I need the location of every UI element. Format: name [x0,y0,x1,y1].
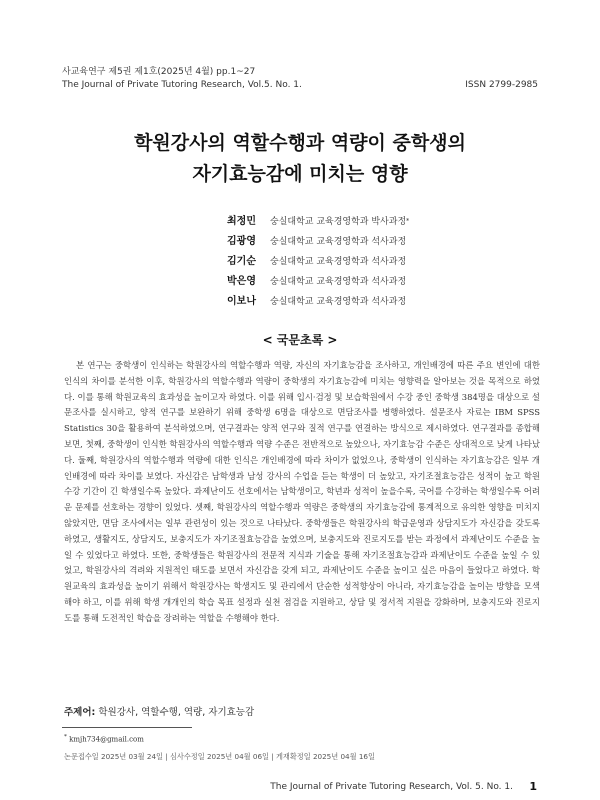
title-line-2: 자기효능감에 미치는 영향 [192,163,408,185]
corresponding-mark: * [406,218,410,225]
title-line-1: 학원강사의 역할수행과 역량이 중학생의 [134,132,466,154]
author-row [226,272,409,292]
footnote-mark: * [64,734,67,740]
footer-journal: The Journal of Private Tutoring Research, Vol. 5. No. 1. [270,782,513,792]
paper-title [60,128,540,190]
footnote-divider [62,727,192,728]
author-affiliation: 숭실대학교 교육경영학과 석사과정 [270,277,407,287]
page-number: 1 [529,780,537,793]
author-list [226,212,409,312]
author-row [226,232,409,252]
footnote-email[interactable]: kmjh734@gmail.com [69,735,144,744]
author-affiliation: 숭실대학교 교육경영학과 박사과정* [270,217,410,227]
journal-line: The Journal of Private Tutoring Research, Vol.5. No. 1. [62,80,302,90]
abstract-text: 본 연구는 중학생이 인식하는 학원강사의 역할수행과 역량, 자신의 자기효능감을 조사하고, 개인배경에 따른 주요 변인에 대한 인식의 차이를 분석한 이후, 학원강사의 역할수행과 역량이 중학생의 자기효능감에 미치는 영향력을 알아보는 것을 목적으로 하였다. 이를 통해 학원교육의 효과성을 높이고자 하였다. 이를 위해 입시·검정 및 보습학원에서 수강 중인 중학생 384명을 대상으로 설문조사를 실시하고, 양적 연구를 보완하기 위해 중학생 6명을 대상으로 면담조사를 병행하였다. 설문조사 자료는 IBM SPSS Statistics 30을 활용하여 분석하였으며, 연구결과는 양적 연구와 질적 연구를 연결하는 방식으로 제시하였다. 연구결과를 종합해보면, 첫째, 중학생이 인식한 학원강사의 역할수행과 역량 수준은 전반적으로 높았으나, 자기효능감 수준은 상대적으로 낮게 나타났다. 둘째, 학원강사의 역할수행과 역량에 대한 인식은 개인배경에 따라 차이가 없었으나, 중학생이 인식하는 자기효능감은 일부 개인배경에 따라 차이를 보였다. 자신감은 남학생과 남성 강사의 수업을 듣는 학생이 더 높았고, 자기조절효능감은 성적이 높고 학원 수강 기간이 긴 학생일수록 높았다. 과제난이도 선호에서는 남학생이고, 학년과 성적이 높을수록, 국어를 수강하는 학생일수록 어려운 문제를 선호하는 경향이 있었다. 셋째, 학원강사의 역할수행과 역량은 중학생의 자기효능감에 통계적으로 유의한 영향을 미치지 않았지만, 면담 조사에서는 일부 관련성이 있는 것으로 나타났다. 중학생들은 학원강사의 학급운영과 상담지도가 자신감을 갖도록 하였고, 생활지도, 상담지도, 보충지도가 자기조절효능감을 높였으며, 보충지도와 진로지도를 받는 과정에서 과제난이도 수준을 높일 수 있었다고 하였다. 또한, 중학생들은 학원강사의 전문적 지식과 기술을 통해 자기조절효능감과 과제난이도 수준을 높일 수 있었고, 학원강사의 격려와 지원적인 태도를 보면서 자신감을 갖게 되고, 과제난이도 수준을 높이고 싶은 마음이 들었다고 하였다. 학원교육의 효과성을 높이기 위해서 학원강사는 학생지도 및 관리에서 단순한 성적향상이 아니라, 자기효능감을 높이는 방향을 모색해야 하고, 이를 위해 학생 개개인의 학습 목표 설정과 실천 점검을 지원하고, 상담 및 정서적 지원을 강화하며, 보충지도와 진로지도를 통해 도전적인 학습을 장려하는 역할을 수행해야 한다. [64,360,540,623]
footnote [64,734,144,743]
author-row [226,252,409,272]
issn: ISSN 2799-2985 [465,80,538,90]
author-name: 이보나 [227,296,256,307]
keywords [64,704,254,718]
keywords-label: 주제어: [64,707,96,718]
citation-line: 사교육연구 제5권 제1호(2025년 4월) pp.1~27 [62,67,256,77]
keywords-text: 학원강사, 역할수행, 역량, 자기효능감 [98,707,255,718]
author-name: 최정민 [227,216,256,227]
author-affiliation: 숭실대학교 교육경영학과 석사과정 [270,297,407,307]
author-name: 김광영 [227,236,256,247]
submission-dates: 논문접수일 2025년 03월 24일 | 심사수정일 2025년 04월 06일 | 게재확정일 2025년 04월 16일 [64,752,375,761]
author-name: 박은영 [227,276,256,287]
author-row [226,212,409,232]
author-affiliation: 숭실대학교 교육경영학과 석사과정 [270,257,407,267]
author-row [226,292,409,312]
author-affiliation: 숭실대학교 교육경영학과 석사과정 [270,237,407,247]
author-name: 김기순 [227,256,256,267]
abstract-heading: < 국문초록 > [262,333,338,347]
